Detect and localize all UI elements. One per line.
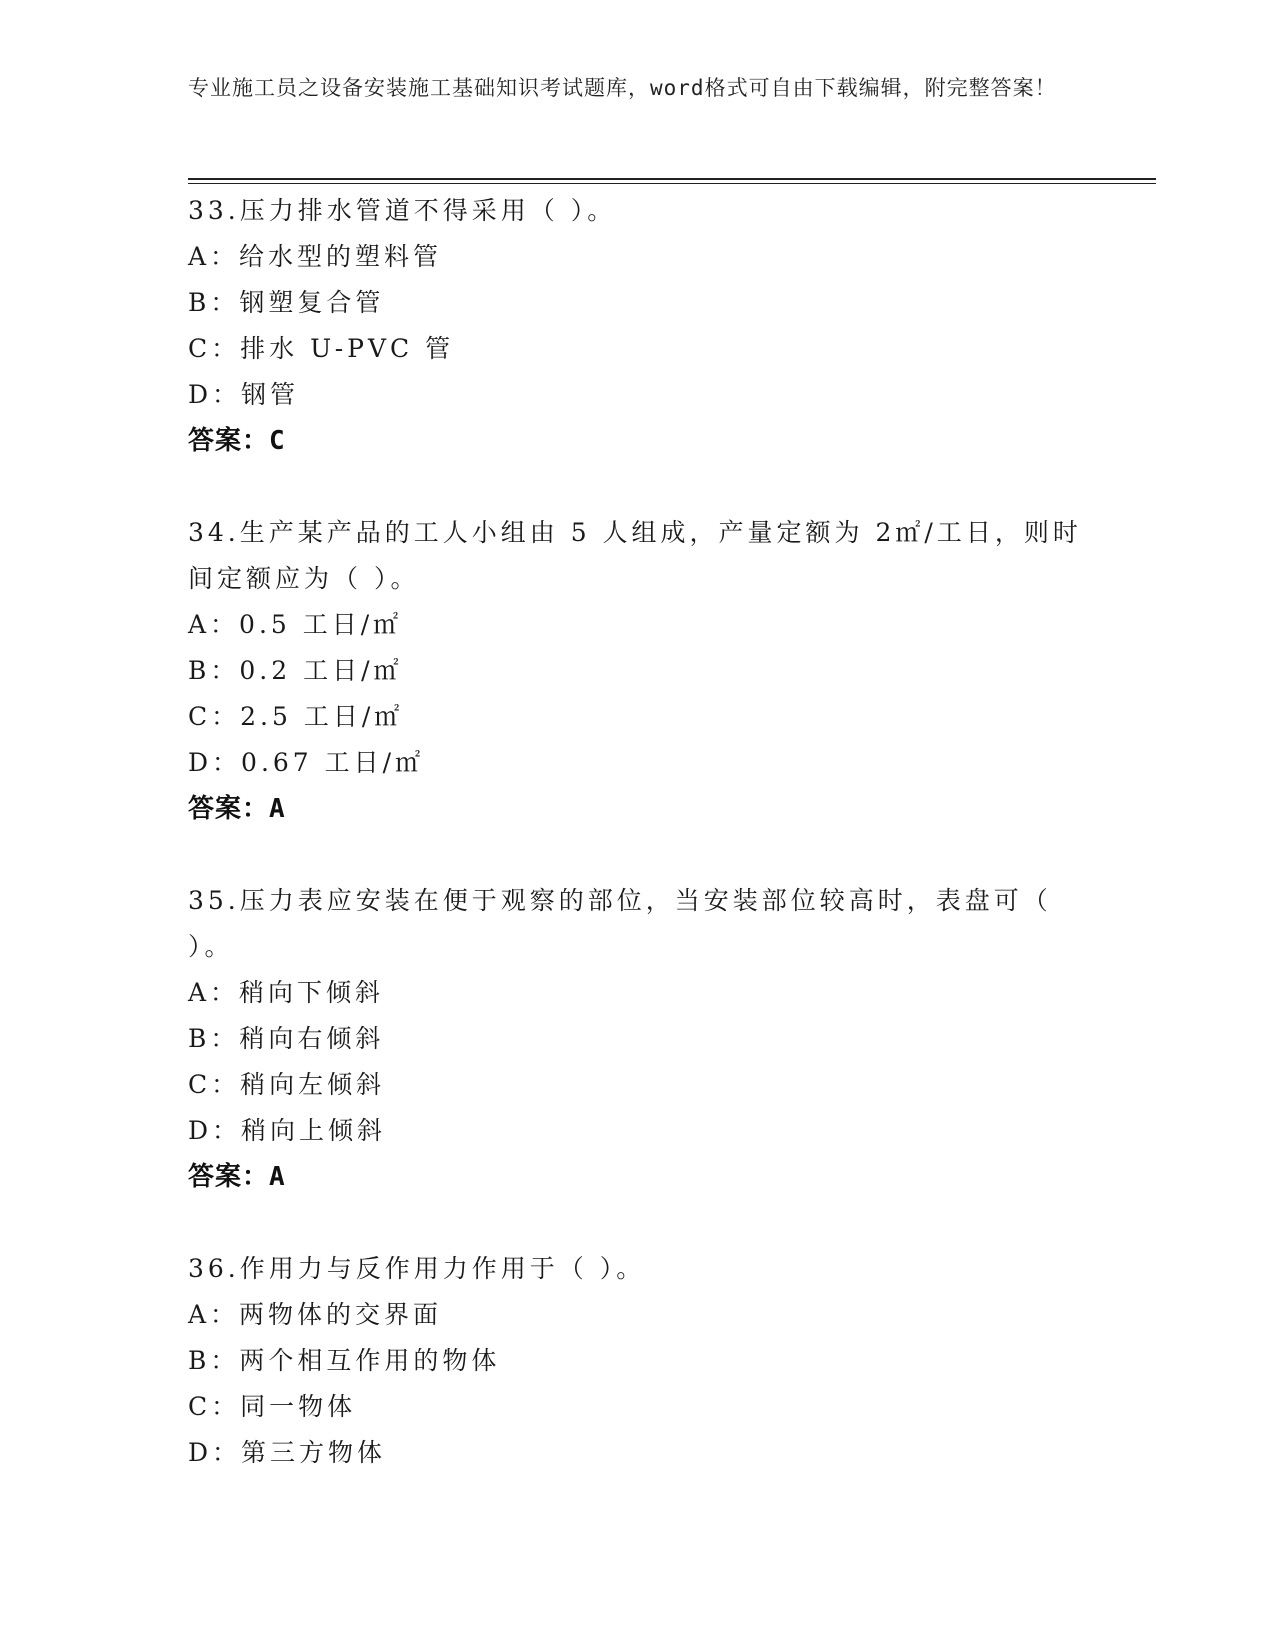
spacer xyxy=(188,832,1108,878)
option-b: B：0.2 工日/㎡ xyxy=(188,656,403,685)
option-a: A：0.5 工日/㎡ xyxy=(188,610,403,639)
option-b: B：钢塑复合管 xyxy=(188,288,385,317)
document-header: 专业施工员之设备安装施工基础知识考试题库，word格式可自由下载编辑，附完整答案！ xyxy=(188,76,1057,100)
question-34 xyxy=(188,510,1108,878)
option-c: C：2.5 工日/㎡ xyxy=(188,702,404,731)
option-b: B：两个相互作用的物体 xyxy=(188,1346,501,1375)
option-d: D：第三方物体 xyxy=(188,1438,387,1467)
question-stem: 36.作用力与反作用力作用于（ ）。 xyxy=(188,1254,646,1283)
option-a: A：两物体的交界面 xyxy=(188,1300,443,1329)
answer-text: 答案：A xyxy=(188,794,286,824)
option-a: A：稍向下倾斜 xyxy=(188,978,385,1007)
question-stem: 35.压力表应安装在便于观察的部位，当安装部位较高时，表盘可（ ）。 xyxy=(188,886,1064,961)
question-33 xyxy=(188,188,1108,510)
question-35 xyxy=(188,878,1108,1246)
spacer xyxy=(188,1200,1108,1246)
answer-text: 答案：A xyxy=(188,1162,286,1192)
option-a: A：给水型的塑料管 xyxy=(188,242,443,271)
option-d: D：钢管 xyxy=(188,380,300,409)
option-b: B：稍向右倾斜 xyxy=(188,1024,385,1053)
question-stem: 33.压力排水管道不得采用（ ）。 xyxy=(188,196,617,225)
option-d: D：稍向上倾斜 xyxy=(188,1116,387,1145)
header-divider xyxy=(188,178,1156,180)
question-stem: 34.生产某产品的工人小组由 5 人组成，产量定额为 2㎡/工日，则时间定额应为（ ）。 xyxy=(188,518,1082,593)
spacer xyxy=(188,464,1108,510)
option-d: D：0.67 工日/㎡ xyxy=(188,748,425,777)
header-divider-thin xyxy=(188,183,1156,184)
option-c: C：同一物体 xyxy=(188,1392,357,1421)
option-c: C：排水 U-PVC 管 xyxy=(188,334,455,363)
question-list xyxy=(188,188,1108,1476)
option-c: C：稍向左倾斜 xyxy=(188,1070,386,1099)
answer-text: 答案：C xyxy=(188,426,286,456)
question-36 xyxy=(188,1246,1108,1476)
